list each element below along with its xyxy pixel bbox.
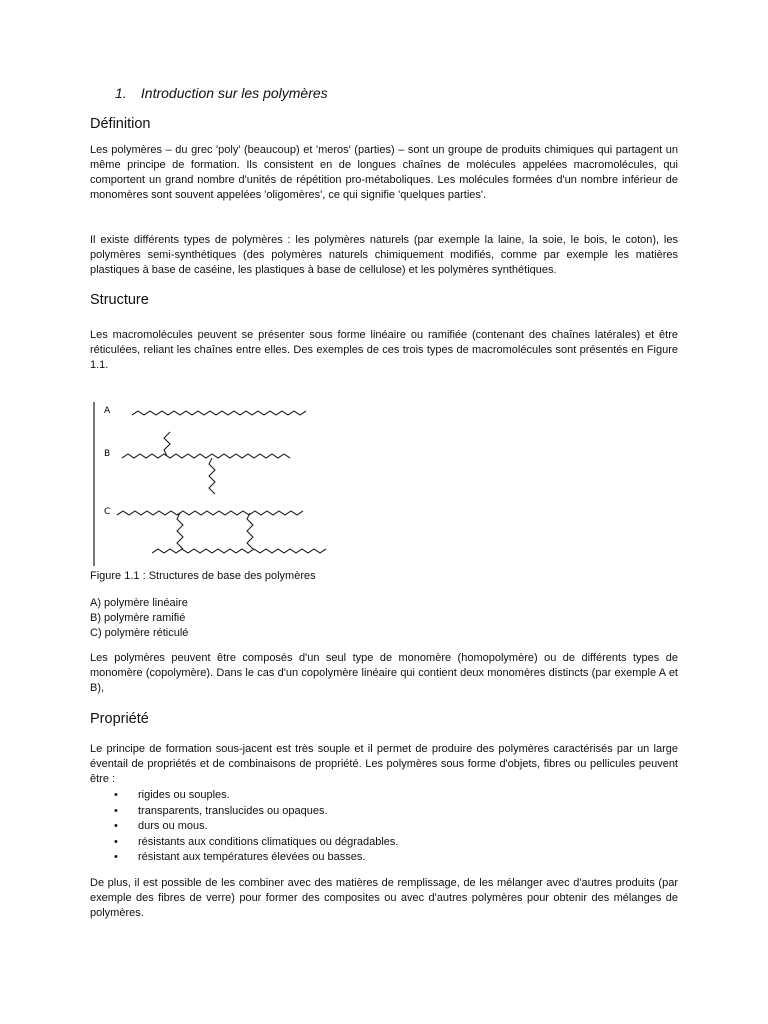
paragraph-structure: Les macromolécules peuvent se présenter sous forme linéaire ou ramifiée (contenant des chaînes latérales) et être réticulées, reliant les chaînes entre elles. Des exemples de ces trois types de macromolécules sont présentés en Figure 1.1. — [90, 329, 678, 371]
label-a: A — [104, 406, 111, 416]
list-item: • transparents, translucides ou opaques. — [90, 804, 398, 820]
branch-up — [164, 432, 170, 456]
paragraph-properties: Le principe de formation sous-jacent est très souple et il permet de produire des polymères caractérisés par un large éventail de propriétés et de combinaisons de propriété. Les polymères sous forme d'objets, fibres ou pellicules peuvent être : — [90, 743, 678, 785]
paragraph-copolymers: Les polymères peuvent être composés d'un seul type de monomère (homopolymère) ou de différents types de monomère (copolymère). Dans le cas d'un copolymère linéaire qui contient deux monomères distincts (par exemple A et B), — [90, 652, 678, 694]
bullet-icon: • — [114, 804, 118, 817]
chain-crosslinked-top — [117, 511, 303, 515]
chain-linear — [132, 411, 306, 415]
chapter-number: 1. — [115, 85, 127, 101]
polymer-type-list — [90, 596, 188, 641]
list-item: • rigides ou souples. — [90, 788, 398, 804]
bullet-icon: • — [114, 835, 118, 848]
list-item: • résistant aux températures élevées ou basses. — [90, 850, 398, 866]
type-branched: B) polymère ramifié — [90, 612, 186, 624]
list-item: • résistants aux conditions climatiques ou dégradables. — [90, 835, 398, 851]
label-b: B — [104, 449, 111, 459]
section-heading-propriete: Propriété — [90, 711, 149, 727]
section-heading-definition: Définition — [90, 116, 151, 132]
figure-caption: Figure 1.1 : Structures de base des polymères — [90, 570, 316, 582]
bullet-icon: • — [114, 851, 118, 863]
label-c: C — [104, 507, 111, 517]
chain-branched-main — [122, 454, 290, 458]
properties-list — [90, 788, 398, 866]
chapter-title: Introduction sur les polymères — [140, 85, 328, 101]
paragraph-composites: De plus, il est possible de les combiner avec des matières de remplissage, de les mélanger avec d'autres produits (par exemple des fibres de verre) pour former des composites ou avec d'autres polymères pour obtenir des mélanges de polymères. — [90, 877, 678, 919]
polymer-structures-diagram — [92, 400, 337, 568]
paragraph-definition: Les polymères – du grec 'poly' (beaucoup) et 'meros' (parties) – sont un groupe de produits chimiques qui partagent un même principe de formation. Ils consistent en de longues chaînes de molécules appelées macromolécules, qui comportent un grand nombre d'unités de répétition pro-métaboliques. Les molécules formées d'un nombre inférieur de monomères sont souvent appelées 'oligomères', ce qui signifie 'quelques parties'. — [90, 144, 678, 201]
crosslink-2 — [247, 513, 253, 549]
bullet-icon: • — [114, 820, 118, 832]
chain-crosslinked-bottom — [152, 549, 326, 553]
type-linear: A) polymère linéaire — [90, 597, 188, 609]
type-crosslinked: C) polymère réticulé — [90, 627, 189, 639]
bullet-icon: • — [114, 789, 118, 801]
crosslink-1 — [177, 513, 183, 549]
figure-polymer-structures — [92, 400, 337, 568]
list-item: • durs ou mous. — [90, 819, 398, 835]
chapter-heading — [115, 85, 328, 101]
branch-down — [209, 458, 215, 494]
paragraph-polymer-types: Il existe différents types de polymères : les polymères naturels (par exemple la laine, la soie, le bois, le coton), les polymères semi-synthétiques (des polymères naturels chimiquement modifiés, comme par exemple les matières plastiques à base de caséine, les plastiques à base de cellulose) et les polymères synthétiques. — [90, 234, 678, 276]
section-heading-structure: Structure — [90, 292, 149, 308]
